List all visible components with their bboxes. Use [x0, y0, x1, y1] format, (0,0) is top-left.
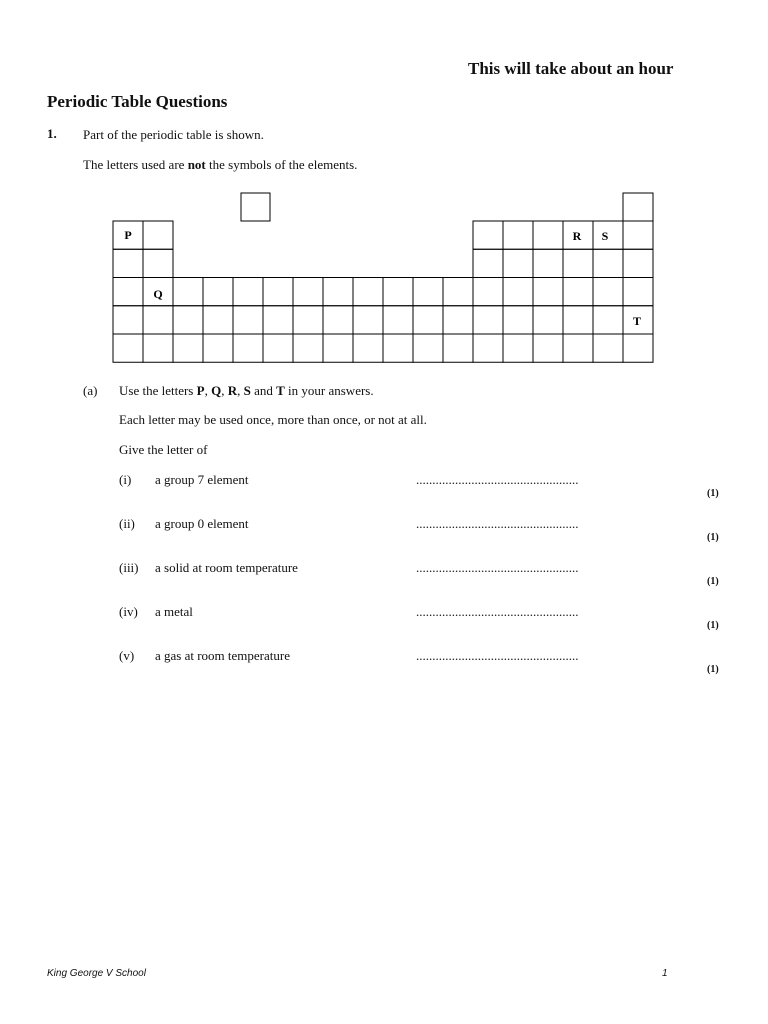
table-cell: [473, 306, 503, 334]
table-cell: [353, 306, 383, 334]
table-cell: [443, 278, 473, 306]
table-cell: [503, 249, 533, 277]
table-cell: [113, 249, 143, 277]
page-title: Periodic Table Questions: [47, 92, 228, 111]
table-cell: [503, 306, 533, 334]
each-letter-note: Each letter may be used once, more than once, or not at all.: [119, 412, 427, 427]
table-cell: [383, 278, 413, 306]
table-cell: [473, 249, 503, 277]
item-number: (i): [119, 472, 132, 487]
table-cell: [473, 278, 503, 306]
table-cell: [533, 249, 563, 277]
table-cell: [173, 306, 203, 334]
table-cell: [143, 334, 173, 362]
mark-allocation: (1): [707, 620, 719, 631]
table-cell: [563, 278, 593, 306]
table-cell: [593, 249, 623, 277]
table-cell: [203, 306, 233, 334]
periodic-table-diagram: [0, 0, 768, 380]
mark-allocation: (1): [707, 488, 719, 499]
table-cell: [143, 221, 173, 249]
item-number: (v): [119, 648, 135, 663]
table-cell: [503, 278, 533, 306]
table-cell: [323, 278, 353, 306]
letter-p: P: [124, 228, 132, 242]
item-text: a solid at room temperature: [155, 560, 298, 575]
table-cell: [353, 278, 383, 306]
item-number: (iv): [119, 604, 138, 619]
table-cell: [533, 334, 563, 362]
table-cell: [473, 221, 503, 249]
answer-line[interactable]: ..................................................: [416, 472, 579, 487]
letters-note: The letters used are not the symbols of the elements.: [83, 157, 358, 172]
table-cell: [173, 334, 203, 362]
table-cell: [113, 278, 143, 306]
time-note: This will take about an hour: [468, 59, 674, 78]
table-cell: [563, 306, 593, 334]
table-cell: [263, 278, 293, 306]
question-intro: Part of the periodic table is shown.: [83, 127, 264, 142]
letter-t: T: [632, 314, 642, 328]
table-cell: [113, 334, 143, 362]
table-cell: [503, 334, 533, 362]
table-cell: [563, 334, 593, 362]
table-cell: [383, 306, 413, 334]
table-cell: [623, 193, 653, 221]
table-cell: [593, 306, 623, 334]
table-cell: [593, 334, 623, 362]
mark-allocation: (1): [707, 532, 719, 543]
footer-page-number: 1: [662, 968, 668, 979]
table-cell: [323, 334, 353, 362]
table-cell: [413, 278, 443, 306]
item-text: a gas at room temperature: [155, 648, 290, 663]
item-text: a group 0 element: [155, 516, 249, 531]
table-cell: [533, 306, 563, 334]
item-text: a group 7 element: [155, 472, 249, 487]
table-cell: [563, 249, 593, 277]
table-cell: [233, 334, 263, 362]
table-cell: [263, 334, 293, 362]
table-cell: [203, 334, 233, 362]
item-text: a metal: [155, 604, 193, 619]
answer-line[interactable]: ..................................................: [416, 516, 579, 531]
table-cell: [293, 306, 323, 334]
table-cell: [503, 221, 533, 249]
mark-allocation: (1): [707, 664, 719, 675]
answer-line[interactable]: ..................................................: [416, 560, 579, 575]
question-number: 1.: [47, 126, 57, 141]
table-cell: [623, 334, 653, 362]
answer-line[interactable]: ..................................................: [416, 648, 579, 663]
table-cell: [413, 334, 443, 362]
table-cell: [473, 334, 503, 362]
give-letter-prompt: Give the letter of: [119, 442, 208, 457]
part-a-label: (a): [83, 383, 98, 398]
floating-cell: [241, 193, 270, 221]
table-cell: [113, 306, 143, 334]
letter-r: R: [572, 229, 582, 243]
table-cell: [623, 278, 653, 306]
table-cell: [353, 334, 383, 362]
table-cell: [173, 278, 203, 306]
table-cell: [203, 278, 233, 306]
table-cell: [593, 278, 623, 306]
table-cell: [143, 249, 173, 277]
table-cell: [443, 334, 473, 362]
table-cell: [533, 221, 563, 249]
letter-s: S: [601, 229, 609, 243]
table-cell: [263, 306, 293, 334]
use-letters-instruction: Use the letters P, Q, R, S and T in your answers.: [119, 383, 374, 398]
answer-line[interactable]: ..................................................: [416, 604, 579, 619]
table-cell: [293, 278, 323, 306]
table-cell: [623, 221, 653, 249]
table-cell: [233, 278, 263, 306]
letter-q: Q: [153, 287, 163, 301]
table-cell: [293, 334, 323, 362]
table-cell: [233, 306, 263, 334]
table-cell: [443, 306, 473, 334]
table-cell: [533, 278, 563, 306]
table-cell: [623, 249, 653, 277]
item-number: (ii): [119, 516, 135, 531]
footer-school: King George V School: [47, 968, 146, 979]
mark-allocation: (1): [707, 576, 719, 587]
table-cell: [413, 306, 443, 334]
table-cell: [323, 306, 353, 334]
table-cell: [143, 306, 173, 334]
table-cell: [383, 334, 413, 362]
item-number: (iii): [119, 560, 139, 575]
